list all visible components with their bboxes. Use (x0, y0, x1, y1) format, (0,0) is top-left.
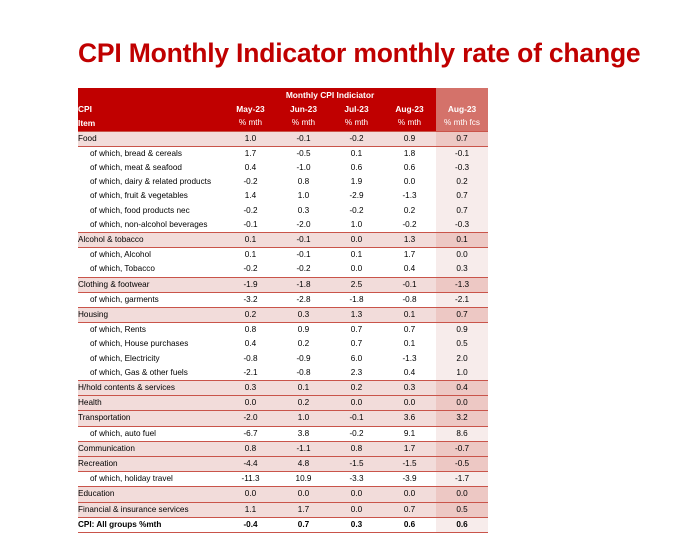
cell-forecast: 2.0 (436, 352, 488, 366)
cell-value: 0.3 (224, 381, 277, 396)
cell-value: 0.8 (224, 323, 277, 338)
cell-value: 2.5 (330, 277, 383, 292)
cell-value: -0.4 (224, 517, 277, 532)
cell-forecast: 0.7 (436, 204, 488, 218)
header-unit-aug23: % mth (383, 116, 436, 131)
cell-value: -0.1 (224, 218, 277, 233)
cell-value: 0.7 (383, 502, 436, 517)
table-row (78, 337, 488, 351)
cell-value: -0.8 (383, 292, 436, 307)
cell-value: 0.9 (277, 323, 330, 338)
cell-forecast: 1.0 (436, 366, 488, 381)
cell-value: 0.7 (330, 337, 383, 351)
row-label: Recreation (78, 457, 224, 472)
table-row (78, 457, 488, 472)
cell-value: 0.4 (383, 366, 436, 381)
cell-value: -6.7 (224, 426, 277, 441)
cell-forecast: 0.9 (436, 323, 488, 338)
cell-value: -0.2 (277, 262, 330, 277)
cell-value: -3.9 (383, 472, 436, 487)
cell-value: -11.3 (224, 472, 277, 487)
cell-value: 0.7 (277, 517, 330, 532)
header-row-span (78, 88, 488, 102)
cell-value: 1.7 (224, 146, 277, 161)
cell-value: -1.3 (383, 189, 436, 203)
cell-value: -0.1 (277, 233, 330, 248)
header-month-jul23: Jul-23 (330, 102, 383, 116)
table-row (78, 277, 488, 292)
table-row (78, 411, 488, 426)
cell-value: 1.0 (277, 411, 330, 426)
cell-value: -2.9 (330, 189, 383, 203)
header-cpi-label: CPI (78, 102, 224, 116)
cell-value: 0.1 (277, 381, 330, 396)
cell-forecast: -0.3 (436, 161, 488, 175)
cell-value: 2.3 (330, 366, 383, 381)
table-row (78, 262, 488, 277)
cell-value: -2.0 (277, 218, 330, 233)
cell-forecast: 3.2 (436, 411, 488, 426)
cell-value: 0.2 (277, 337, 330, 351)
cell-value: 0.0 (330, 233, 383, 248)
cell-value: 0.1 (383, 337, 436, 351)
header-row-units (78, 116, 488, 131)
row-label: Alcohol & tobacco (78, 233, 224, 248)
cell-value: 0.2 (383, 204, 436, 218)
cell-value: 4.8 (277, 457, 330, 472)
row-label: Health (78, 396, 224, 411)
cell-value: 1.8 (383, 146, 436, 161)
row-label: Transportation (78, 411, 224, 426)
cell-value: 1.7 (383, 441, 436, 456)
row-label: of which, auto fuel (78, 426, 224, 441)
cell-forecast: 0.1 (436, 233, 488, 248)
cell-value: -0.1 (277, 131, 330, 146)
cell-value: -1.0 (277, 161, 330, 175)
cell-forecast: 8.6 (436, 426, 488, 441)
cell-value: -0.9 (277, 352, 330, 366)
cell-value: 0.8 (277, 175, 330, 189)
row-label: of which, food products nec (78, 204, 224, 218)
cell-forecast: 0.2 (436, 175, 488, 189)
cell-value: 0.0 (224, 487, 277, 502)
cell-value: 0.4 (383, 262, 436, 277)
cell-value: 0.6 (330, 161, 383, 175)
cell-value: -2.8 (277, 292, 330, 307)
cell-value: 0.6 (383, 517, 436, 532)
table-row (78, 396, 488, 411)
cell-value: 1.0 (224, 131, 277, 146)
cell-value: 0.0 (383, 175, 436, 189)
cell-value: 10.9 (277, 472, 330, 487)
cell-value: 6.0 (330, 352, 383, 366)
cell-value: 0.3 (383, 381, 436, 396)
cell-value: 0.9 (383, 131, 436, 146)
cell-value: 1.7 (383, 248, 436, 263)
table-row (78, 204, 488, 218)
cell-forecast: 0.5 (436, 337, 488, 351)
table-row (78, 248, 488, 263)
row-label: of which, House purchases (78, 337, 224, 351)
header-item-label: Item (78, 116, 224, 131)
row-label: Financial & insurance services (78, 502, 224, 517)
cell-forecast: -0.7 (436, 441, 488, 456)
cell-forecast: 0.0 (436, 487, 488, 502)
page-title: CPI Monthly Indicator monthly rate of change (78, 38, 641, 68)
cell-value: 0.0 (383, 487, 436, 502)
table-row (78, 426, 488, 441)
row-label: of which, garments (78, 292, 224, 307)
cell-value: 0.1 (224, 233, 277, 248)
cell-value: 3.6 (383, 411, 436, 426)
cell-value: -1.8 (277, 277, 330, 292)
cell-value: 0.2 (330, 381, 383, 396)
cell-value: -0.2 (383, 218, 436, 233)
row-label: Housing (78, 308, 224, 323)
cell-value: -1.1 (277, 441, 330, 456)
table-row (78, 502, 488, 517)
cell-forecast: -0.1 (436, 146, 488, 161)
cell-value: 0.3 (277, 204, 330, 218)
cell-forecast: -1.3 (436, 277, 488, 292)
cell-value: 1.1 (224, 502, 277, 517)
cell-forecast: 0.6 (436, 517, 488, 532)
cell-value: 0.0 (330, 502, 383, 517)
cell-forecast: -2.1 (436, 292, 488, 307)
row-label: of which, bread & cereals (78, 146, 224, 161)
cell-value: -0.1 (330, 411, 383, 426)
cell-value: -4.4 (224, 457, 277, 472)
cell-value: 1.7 (277, 502, 330, 517)
table-row (78, 323, 488, 338)
cell-value: -1.3 (383, 352, 436, 366)
cell-value: 0.0 (383, 396, 436, 411)
cell-value: 0.1 (330, 248, 383, 263)
cell-value: 0.0 (330, 396, 383, 411)
cell-forecast: 0.7 (436, 308, 488, 323)
cell-value: 0.7 (383, 323, 436, 338)
table-row (78, 472, 488, 487)
cell-value: 0.0 (277, 487, 330, 502)
table-row (78, 441, 488, 456)
cell-forecast: 0.5 (436, 502, 488, 517)
header-forecast-blank (436, 88, 488, 102)
row-label: of which, Gas & other fuels (78, 366, 224, 381)
cell-value: 0.4 (224, 337, 277, 351)
table-row (78, 218, 488, 233)
header-unit-jul23: % mth (330, 116, 383, 131)
row-label: Education (78, 487, 224, 502)
table-row (78, 292, 488, 307)
cell-value: 0.4 (224, 161, 277, 175)
cell-value: 0.2 (277, 396, 330, 411)
header-corner-blank (78, 88, 224, 102)
cell-value: 0.1 (330, 146, 383, 161)
cell-forecast: 0.0 (436, 248, 488, 263)
row-label: Food (78, 131, 224, 146)
table-row (78, 131, 488, 146)
row-label: of which, dairy & related products (78, 175, 224, 189)
cell-value: -1.5 (330, 457, 383, 472)
cell-value: 9.1 (383, 426, 436, 441)
row-label: of which, Alcohol (78, 248, 224, 263)
cell-forecast: 0.7 (436, 131, 488, 146)
cpi-monthly-rate-table (78, 88, 488, 533)
table-body (78, 131, 488, 532)
row-label: Clothing & footwear (78, 277, 224, 292)
cell-value: -0.2 (330, 426, 383, 441)
table-row (78, 175, 488, 189)
cell-value: -1.5 (383, 457, 436, 472)
cell-value: -0.1 (383, 277, 436, 292)
table-row (78, 308, 488, 323)
table-row (78, 352, 488, 366)
cell-value: 0.8 (224, 441, 277, 456)
row-label: of which, Rents (78, 323, 224, 338)
cell-value: -1.8 (330, 292, 383, 307)
cell-forecast: 0.3 (436, 262, 488, 277)
cell-value: 0.0 (330, 262, 383, 277)
table-row (78, 146, 488, 161)
row-label: of which, Tobacco (78, 262, 224, 277)
cell-value: 0.1 (224, 248, 277, 263)
table-header (78, 88, 488, 131)
cell-value: 0.0 (224, 396, 277, 411)
cpi-table-container (78, 88, 488, 533)
cell-value: -0.8 (277, 366, 330, 381)
cell-value: 1.3 (330, 308, 383, 323)
cell-value: 0.3 (330, 517, 383, 532)
header-unit-aug23-forecast: % mth fcs (436, 116, 488, 131)
cell-value: -0.2 (224, 204, 277, 218)
cell-value: 0.6 (383, 161, 436, 175)
header-monthly-cpi-indicator: Monthly CPI Indiciator (224, 88, 436, 102)
cell-forecast: -0.3 (436, 218, 488, 233)
cell-value: 0.7 (330, 323, 383, 338)
cell-value: -0.2 (224, 262, 277, 277)
cell-value: -0.2 (330, 204, 383, 218)
cell-value: -3.2 (224, 292, 277, 307)
cell-value: -0.5 (277, 146, 330, 161)
cell-value: 1.9 (330, 175, 383, 189)
cell-forecast: 0.0 (436, 396, 488, 411)
header-unit-jun23: % mth (277, 116, 330, 131)
cell-value: 1.0 (277, 189, 330, 203)
cell-value: 3.8 (277, 426, 330, 441)
table-row (78, 233, 488, 248)
cell-value: -3.3 (330, 472, 383, 487)
header-month-may23: May-23 (224, 102, 277, 116)
cell-value: -0.1 (277, 248, 330, 263)
cell-forecast: -1.7 (436, 472, 488, 487)
table-row (78, 487, 488, 502)
cell-value: -0.8 (224, 352, 277, 366)
cell-forecast: -0.5 (436, 457, 488, 472)
row-label: of which, non-alcohol beverages (78, 218, 224, 233)
table-row (78, 381, 488, 396)
row-label: H/hold contents & services (78, 381, 224, 396)
cell-value: -2.1 (224, 366, 277, 381)
header-month-aug23-forecast: Aug-23 (436, 102, 488, 116)
table-row (78, 161, 488, 175)
cell-forecast: 0.4 (436, 381, 488, 396)
row-label: of which, fruit & vegetables (78, 189, 224, 203)
cell-value: 0.3 (277, 308, 330, 323)
header-month-jun23: Jun-23 (277, 102, 330, 116)
row-label: CPI: All groups %mth (78, 517, 224, 532)
row-label: Communication (78, 441, 224, 456)
cell-value: 0.8 (330, 441, 383, 456)
cell-value: 1.0 (330, 218, 383, 233)
row-label: of which, holiday travel (78, 472, 224, 487)
cell-value: 1.4 (224, 189, 277, 203)
row-label: of which, meat & seafood (78, 161, 224, 175)
cell-value: 0.1 (383, 308, 436, 323)
cell-value: 0.0 (330, 487, 383, 502)
cell-value: -1.9 (224, 277, 277, 292)
cell-value: 1.3 (383, 233, 436, 248)
cell-value: 0.2 (224, 308, 277, 323)
cell-value: -0.2 (224, 175, 277, 189)
header-row-months (78, 102, 488, 116)
row-label: of which, Electricity (78, 352, 224, 366)
cell-forecast: 0.7 (436, 189, 488, 203)
header-month-aug23: Aug-23 (383, 102, 436, 116)
header-unit-may23: % mth (224, 116, 277, 131)
table-row (78, 366, 488, 381)
cell-value: -2.0 (224, 411, 277, 426)
table-row (78, 189, 488, 203)
cell-value: -0.2 (330, 131, 383, 146)
